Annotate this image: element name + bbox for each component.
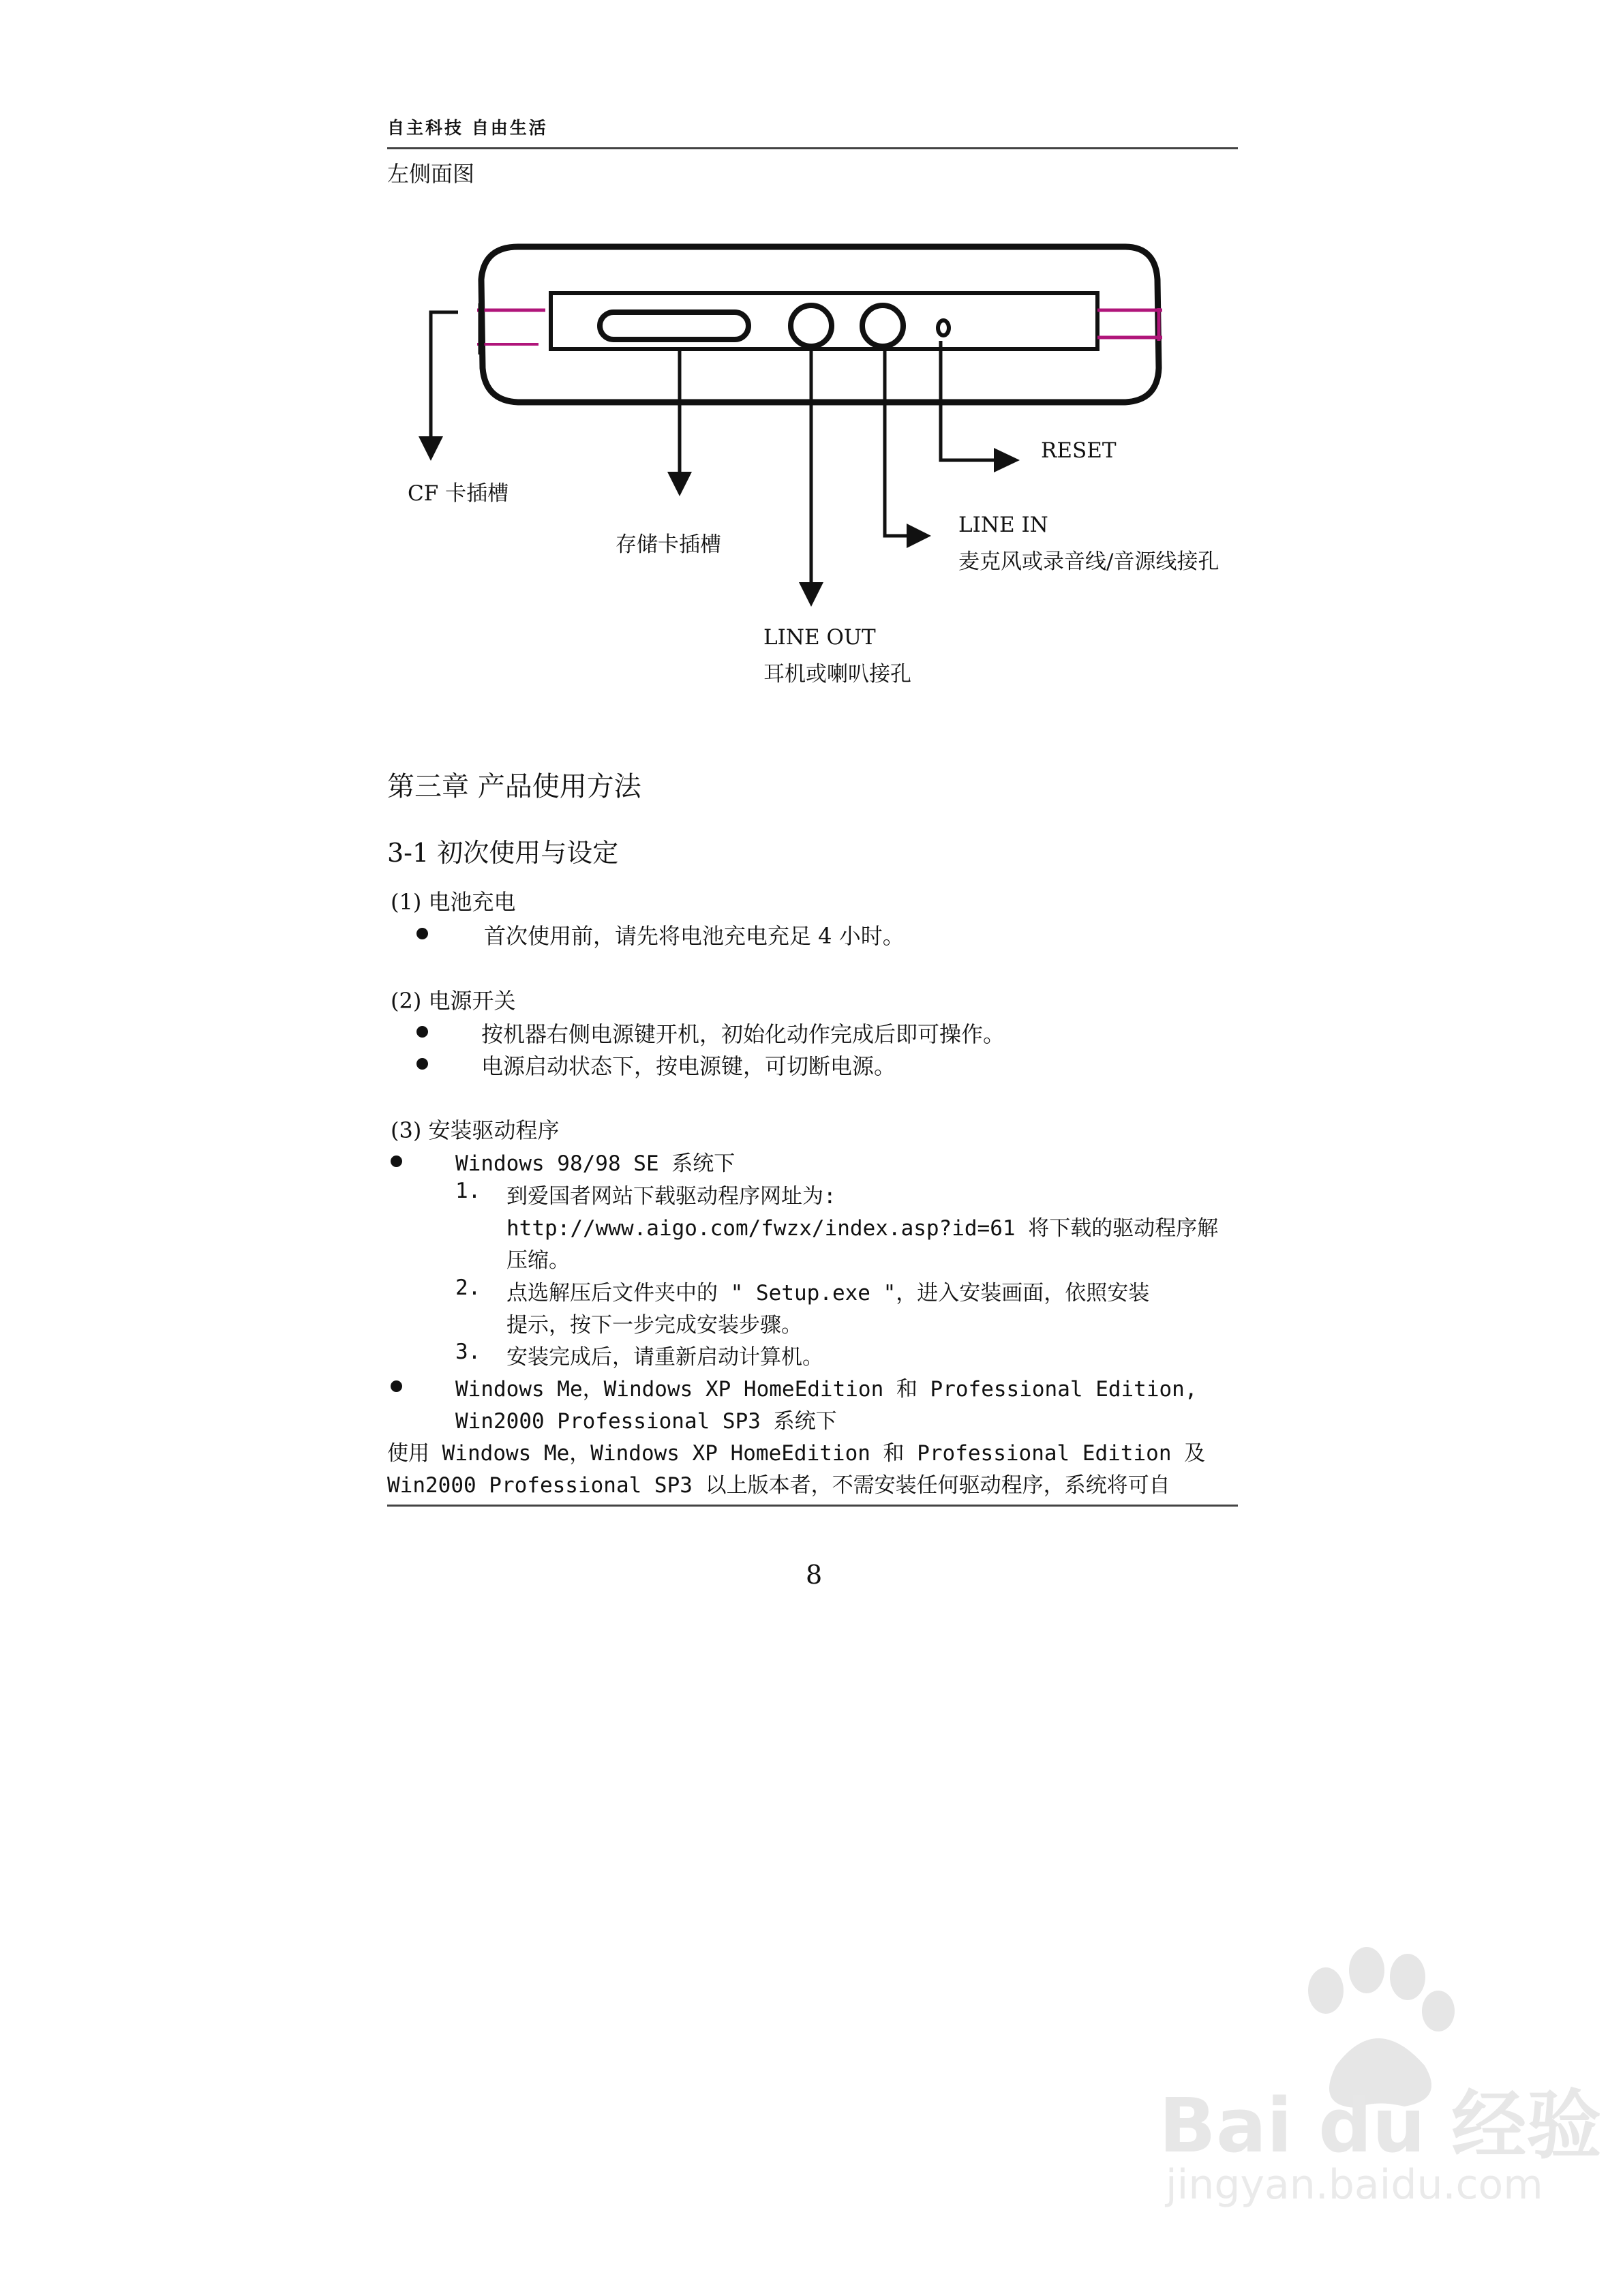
header-slogan: 自主科技 自由生活: [387, 118, 548, 138]
bullet-dot: [416, 1058, 428, 1070]
reset-hole: [938, 320, 949, 335]
memory-card-slot: [600, 312, 748, 339]
footer-divider: [387, 1505, 1238, 1507]
step-1-line-3: 压缩。: [506, 1248, 570, 1273]
winme-label-line-1: Windows Me，Windows XP HomeEdition 和 Professional Edition,: [455, 1377, 1198, 1402]
step-2-number: 2.: [455, 1275, 481, 1300]
line-in-pointer: [885, 348, 910, 536]
step-3-line-1: 安装完成后，请重新启动计算机。: [506, 1345, 823, 1370]
bullet-dot: [391, 1155, 402, 1167]
line-in-jack: [862, 305, 903, 346]
step-3-number: 3.: [455, 1340, 481, 1364]
line-out-jack: [791, 305, 832, 346]
step-2-line-1: 点选解压后文件夹中的 " Setup.exe "，进入安装画面，依照安装: [506, 1281, 1150, 1305]
label-line-in-title: LINE IN: [958, 513, 1048, 537]
step-1-line-2: http://www.aigo.com/fwzx/index.asp?id=61 将下载的驱动程序解: [506, 1216, 1219, 1241]
device-body-outline: [481, 247, 1159, 402]
power-bullet-1: 按机器右侧电源键开机，初始化动作完成后即可操作。: [481, 1021, 1005, 1047]
power-bullet-2: 电源启动状态下，按电源键，可切断电源。: [481, 1053, 896, 1079]
cf-slot-pointer: [431, 312, 458, 443]
win98-label: Windows 98/98 SE 系统下: [455, 1151, 735, 1176]
figure-caption: 左侧面图: [387, 161, 475, 187]
bullet-dot: [416, 1026, 428, 1038]
driver-heading: (3) 安装驱动程序: [391, 1117, 560, 1143]
paragraph-line-1: 使用 Windows Me，Windows XP HomeEdition 和 Professional Edition 及: [387, 1441, 1206, 1466]
step-1-line-1: 到爱国者网站下载驱动程序网址为:: [506, 1184, 836, 1209]
label-cf-slot: CF 卡插槽: [408, 481, 509, 506]
power-heading: (2) 电源开关: [391, 988, 516, 1014]
label-memory-slot: 存储卡插槽: [616, 532, 721, 557]
label-reset: RESET: [1041, 438, 1117, 463]
label-line-out-desc: 耳机或喇叭接孔: [763, 662, 911, 686]
baidu-jingyan-watermark: [1159, 1909, 1602, 2225]
bullet-dot: [391, 1380, 402, 1392]
label-line-out-title: LINE OUT: [763, 625, 876, 650]
watermark-brand: Bai du 经验: [1159, 2082, 1602, 2169]
watermark-url: jingyan.baidu.com: [1166, 2161, 1543, 2209]
step-2-line-2: 提示，按下一步完成安装步骤。: [506, 1313, 802, 1338]
paragraph-line-2: Win2000 Professional SP3 以上版本者，不需安装任何驱动程序，系统将可自: [387, 1473, 1170, 1498]
page-number: 8: [806, 1560, 823, 1590]
chapter-title: 第三章 产品使用方法: [387, 771, 641, 802]
label-line-in-desc: 麦克风或录音线/音源线接孔: [958, 549, 1219, 574]
battery-heading: (1) 电池充电: [391, 889, 516, 915]
battery-bullet-1: 首次使用前，请先将电池充电充足 4 小时。: [484, 923, 905, 949]
step-1-number: 1.: [455, 1179, 481, 1203]
section-title: 3-1 初次使用与设定: [387, 838, 619, 868]
bullet-dot: [416, 928, 428, 939]
winme-label-line-2: Win2000 Professional SP3 系统下: [455, 1409, 837, 1434]
